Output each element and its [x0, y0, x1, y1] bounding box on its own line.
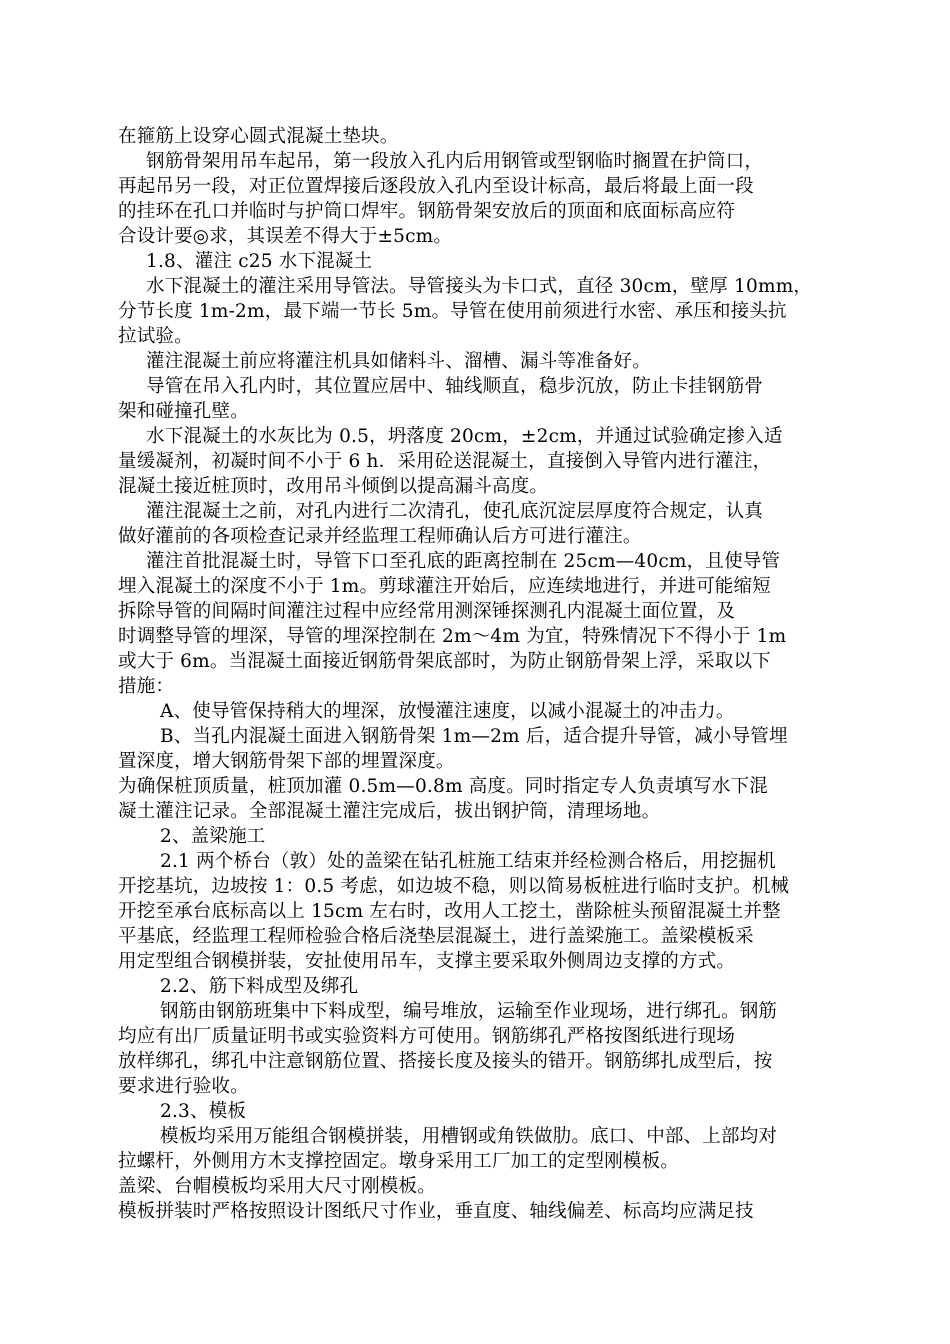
text-line: 埋入混凝土的深度不小于 1m。剪球灌注开始后，应连续地进行，并进可能缩短	[118, 576, 771, 597]
text-line: 混凝土接近桩顶时，改用吊斗倾倒以提高漏斗高度。	[118, 476, 549, 497]
text-line: 开挖至承台底标高以上 15cm 左右时，改用人工挖土，凿除桩头预留混凝土并整	[118, 901, 781, 922]
text-line: 2、盖梁施工	[160, 826, 266, 847]
text-line: 2.2、筋下料成型及绑孔	[160, 976, 359, 997]
text-line: 1.8、灌注 c25 水下混凝土	[146, 251, 373, 272]
text-line: 分节长度 1m-2m，最下端一节长 5m。导管在使用前须进行水密、承压和接头抗	[118, 301, 787, 322]
text-line: 做好灌前的各项检查记录并经监理工程师确认后方可进行灌注。	[118, 526, 642, 547]
text-line: 凝土灌注记录。全部混凝土灌注完成后，拔出钢护筒，清理场地。	[118, 801, 661, 822]
text-line: 为确保桩顶质量，桩顶加灌 0.5m—0.8m 高度。同时指定专人负责填写水下混	[118, 776, 768, 797]
text-line: 的挂环在孔口并临时与护筒口焊牢。钢筋骨架安放后的顶面和底面标高应符	[118, 201, 736, 222]
text-line: 盖梁、台帽模板均采用大尺寸刚模板。	[118, 1176, 436, 1197]
text-line: 合设计要◎求，其误差不得大于±5cm。	[118, 226, 453, 247]
text-line: 或大于 6m。当混凝土面接近钢筋骨架底部时，为防止钢筋骨架上浮，采取以下	[118, 651, 771, 672]
text-line: 2.1 两个桥台（敦）处的盖梁在钻孔桩施工结束并经检测合格后，用挖掘机	[160, 851, 776, 872]
text-line: 再起吊另一段，对正位置焊接后逐段放入孔内至设计标高，最后将最上面一段	[118, 176, 754, 197]
text-line: 灌注混凝土之前，对孔内进行二次清孔，使孔底沉淀层厚度符合规定，认真	[146, 501, 764, 522]
text-line: 导管在吊入孔内时，其位置应居中、轴线顺直，稳步沉放，防止卡挂钢筋骨	[146, 376, 764, 397]
text-line: 用定型组合钢模拼装，安扯使用吊车，支撑主要采取外侧周边支撑的方式。	[118, 951, 736, 972]
text-line: A、使导管保持稍大的埋深，放慢灌注速度，以减小混凝土的冲击力。	[160, 701, 735, 722]
text-line: 平基底，经监理工程师检验合格后浇垫层混凝土，进行盖梁施工。盖梁模板采	[118, 926, 754, 947]
text-line: 措施：	[118, 676, 175, 697]
text-line: 拆除导管的间隔时间灌注过程中应经常用测深锤探测孔内混凝土面位置，及	[118, 601, 736, 622]
text-line: 在箍筋上设穿心圆式混凝土垫块。	[118, 126, 399, 147]
text-line: 置深度，增大钢筋骨架下部的埋置深度。	[118, 751, 455, 772]
text-line: 时调整导管的埋深，导管的埋深控制在 2m～4m 为宜，特殊情况下不得小于 1m	[118, 626, 787, 647]
text-line: 模板拼装时严格按照设计图纸尺寸作业，垂直度、轴线偏差、标高均应满足技	[118, 1201, 754, 1222]
text-line: 灌注首批混凝土时，导管下口至孔底的距离控制在 25cm—40cm，且使导管	[146, 551, 781, 572]
text-line: 灌注混凝土前应将灌注机具如储料斗、溜槽、漏斗等准备好。	[146, 351, 651, 372]
text-line: 水下混凝土的水灰比为 0.5，坍落度 20cm，±2cm，并通过试验确定掺入适	[146, 426, 783, 447]
text-line: 开挖基坑，边坡按 1：0.5 考虑，如边坡不稳，则以简易板桩进行临时支护。机械	[118, 876, 790, 897]
document-body	[118, 124, 860, 1224]
text-line: 均应有出厂质量证明书或实验资料方可使用。钢筋绑孔严格按图纸进行现场	[118, 1026, 736, 1047]
text-line: 水下混凝土的灌注采用导管法。导管接头为卡口式，直径 30cm，壁厚 10mm，	[146, 276, 813, 297]
text-line: 量缓凝剂，初凝时间不小于 6 h．采用砼送混凝土，直接倒入导管内进行灌注，	[118, 451, 772, 472]
text-line: 2.3、模板	[160, 1101, 247, 1122]
text-line: 钢筋由钢筋班集中下料成型，编号堆放，运输至作业现场，进行绑孔。钢筋	[160, 1001, 778, 1022]
text-line: 放样绑孔，绑孔中注意钢筋位置、搭接长度及接头的错开。钢筋绑扎成型后，按	[118, 1051, 773, 1072]
text-line: 钢筋骨架用吊车起吊，第一段放入孔内后用钢管或型钢临时搁置在护筒口，	[146, 151, 764, 172]
text-line: 拉螺杆，外侧用方木支撑控固定。墩身采用工厂加工的定型刚模板。	[118, 1151, 680, 1172]
text-line: 拉试验。	[118, 326, 193, 347]
text-line: B、当孔内混凝土面进入钢筋骨架 1m—2m 后，适合提升导管，减小导管埋	[160, 726, 788, 747]
text-line: 架和碰撞孔壁。	[118, 401, 249, 422]
text-line: 要求进行验收。	[118, 1076, 249, 1097]
text-line: 模板均采用万能组合钢模拼装，用槽钢或角铁做肋。底口、中部、上部均对	[160, 1126, 778, 1147]
